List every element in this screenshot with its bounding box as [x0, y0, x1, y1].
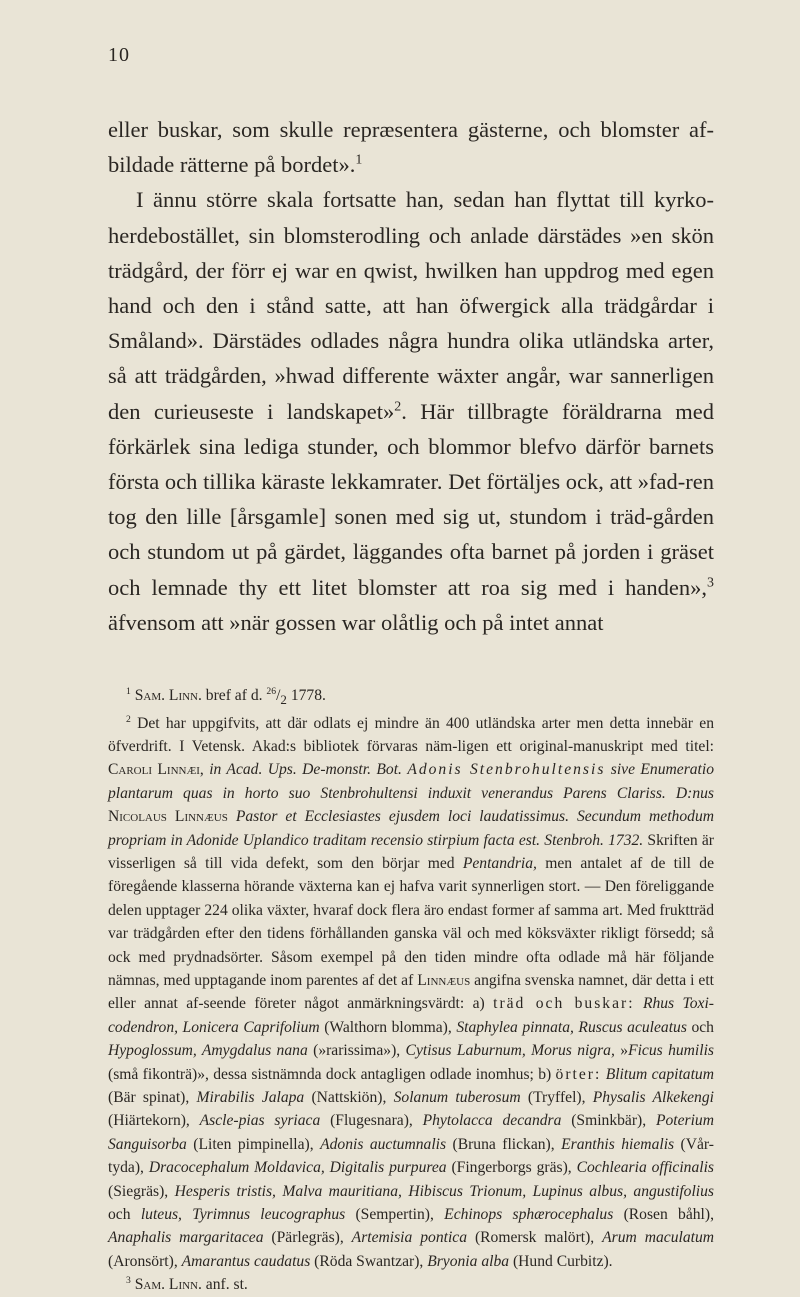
paragraph-1: eller buskar, som skulle repræsentera gästerne, och blomster af-bildade rätterne på bordet».$^1$: [108, 117, 714, 178]
footnote-3: $^3$ Sam. Linn. anf. st.: [126, 1275, 248, 1294]
paragraph-2: I ännu större skala fortsatte han, sedan han flyttat till kyrko-herdebostället, sin blomsterodling och anlade därstädes »en skön trädgård, der förr ej war en qwist, hwilken han uppdrog med egen hand och den i stånd satte, att han öfwergick alla trädgårdar i Småland». Därstädes odlades några hundra olika utländska arter, så att trädgården, »hwad differente wäxter angår, war sannerligen den curieuseste i landskapet»$^2$. Här tillbragte föräldrarna med förkärlek sina lediga stunder, och blommor blefvo därför barnets första och tillika käraste lekkamrater. Det förtäljes ock, att »fad-ren tog den lille [årsgamle] sonen med sig ut, stundom i träd-gården och stundom ut på gärdet, läggandes ofta barnet på jorden i gräset och lemnade thy ett litet blomster att roa sig med i handen»,$^3$ äfvensom att »när gossen war olåtlig och på intet annat: [108, 187, 714, 635]
footnote-ref-2: 2: [394, 399, 402, 415]
footnote-1: $^1$ Sam. Linn. bref af d. $^{26}/_2$ 1778.: [126, 685, 326, 708]
page-number: 10: [108, 44, 130, 66]
footnote-2: $^2$ Det har uppgifvits, att där odlats ej mindre än 400 utländska arter men detta innebär en öfverdrift. I Vetensk. Akad:s bibliotek förvaras näm-ligen ett original-manuskript med titel: Caroli Linnæi, in Acad. Ups. De-monstr. Bot. Adonis Stenbrohultensis sive Enumeratio plantarum quas in horto suo Stenbrohultensi induxit venerandus Parens Clariss. D:nus Nicolaus Linnæus Pastor et Ecclesiastes ejusdem loci laudatissimus. Secundum methodum propriam in Adonide Uplandico traditam recensio stirpium facta est. Stenbroh. 1732. Skriften är visserligen så till vida defekt, som den börjar med Pentandria, men antalet af de till de föregående klasserna hörande växterna kan ej hafva varit synnerligen stort. — Den föreliggande delen upptager 224 olika växter, hvaraf dock flera äro endast former af samma art. Med fruktträd var trädgården efter den tidens förhållanden ganska väl och med köksväxter rikligt försedd; så ock med prydnadsörter. Såsom exempel på den tiden mindre ofta odlade må här följande nämnas, med upptagande inom parentes af det af Linnæus angifna svenska namnet, där detta i ett eller annat af-seende företer något anmärkningsvärdt: a) träd och buskar: Rhus Toxi-codendron, Lonicera Caprifolium (Walthorn blomma), Staphylea pinnata, Ruscus aculeatus och Hypoglossum, Amygdalus nana (»rarissima»), Cytisus Laburnum, Morus nigra, »Ficus humilis (små fikonträ)», dessa sistnämnda dock antagligen odlade inomhus; b) örter: Blitum capitatum (Bär spinat), Mirabilis Jalapa (Nattskiön), Solanum tuberosum (Tryffel), Physalis Alkekengi (Hiärtekorn), Ascle-pias syriaca (Flugesnara), Phytolacca decandra (Sminkbär), Poterium Sanguisorba (Liten pimpinella), Adonis auctumnalis (Bruna flickan), Eranthis hiemalis (Vår-tyda), Dracocephalum Moldavica, Digitalis purpurea (Fingerborgs gräs), Cochlearia officinalis (Siegräs), Hesperis tristis, Malva mauritiana, Hibiscus Trionum, Lupinus albus, angustifolius och luteus, Tyrimnus leucographus (Sempertin), Echinops sphærocephalus (Rosen båhl), Anaphalis margaritacea (Pärlegräs), Artemisia pontica (Romersk malört), Arum maculatum (Aronsört), Amarantus caudatus (Röda Swantzar), Bryonia alba (Hund Curbitz).: [108, 713, 715, 1270]
footnote-ref-1: 1: [355, 152, 363, 168]
footnotes: [108, 684, 714, 1297]
body-text: [108, 112, 714, 640]
footnote-ref-3: 3: [707, 575, 714, 591]
